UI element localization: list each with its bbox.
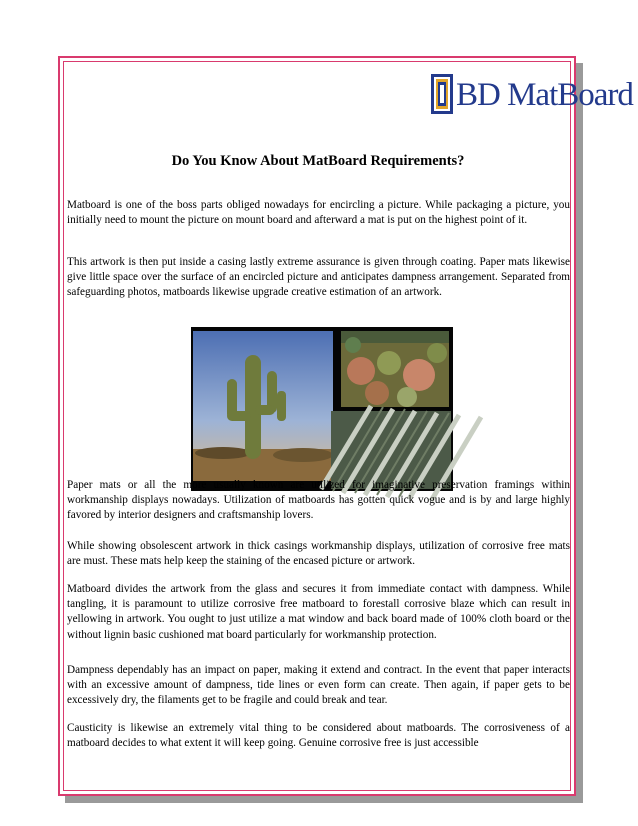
paragraph-4: While showing obsolescent artwork in thick casings workmanship displays, utilization of corrosive free mats are must. These mats help keep the staining of the encased picture or artwork. <box>67 540 570 568</box>
cactus-photo-collage <box>191 327 453 491</box>
bd-matboard-logo <box>430 72 633 118</box>
saguaro-photo <box>193 331 333 481</box>
desert-plants-photo <box>341 331 449 407</box>
logo-mark-icon <box>430 72 454 116</box>
paragraph-2: This artwork is then put inside a casing lastly extreme assurance is given through coating. Paper mats likewise give little space over the surface of an encircled picture and anticipates dampness arrangement. Separated from safeguarding photos, matboards likewise upgrade creative estimation of an artwork. <box>67 256 570 299</box>
logo-brand-text: BD MatBoard <box>456 77 633 113</box>
paragraph-5: Matboard divides the artwork from the glass and secures it from immediate contact with dampness. While tangling, it is paramount to utilize corrosive free matboard to forestall corrosive blaze which can result in yellowing in artwork. You ought to just utilize a mat window and back board made of 100% cloth board or the without lignin basic cushioned mat board particularly for workmanship protection. <box>67 583 570 641</box>
paragraph-7: Causticity is likewise an extremely vital thing to be considered about matboards. The corrosiveness of a matboard decides to what extent it will keep going. Genuine corrosive free is just accessible <box>67 722 570 750</box>
page-title: Do You Know About MatBoard Requirements? <box>171 153 465 169</box>
paragraph-1: Matboard is one of the boss parts obliged nowadays for encircling a picture. While packaging a picture, you initially need to mount the picture on mount board and afterward a mat is put on the highest point of it. <box>67 199 570 227</box>
paragraph-3: Paper mats or all the more usually known are utilized for imaginative preservation framings within workmanship displays nowadays. Utilization of matboards has gotten quick vogue and is by and large highly favored by interior designers and craftsmanship lovers. <box>67 479 570 522</box>
paragraph-6: Dampness dependably has an impact on paper, making it extend and contract. In the event that paper interacts with an excessive amount of dampness, tide lines or even form can create. Then again, if paper gets to be excessively dry, the filaments get to be fragile and could break and tear. <box>67 664 570 707</box>
document-frame <box>58 56 633 796</box>
